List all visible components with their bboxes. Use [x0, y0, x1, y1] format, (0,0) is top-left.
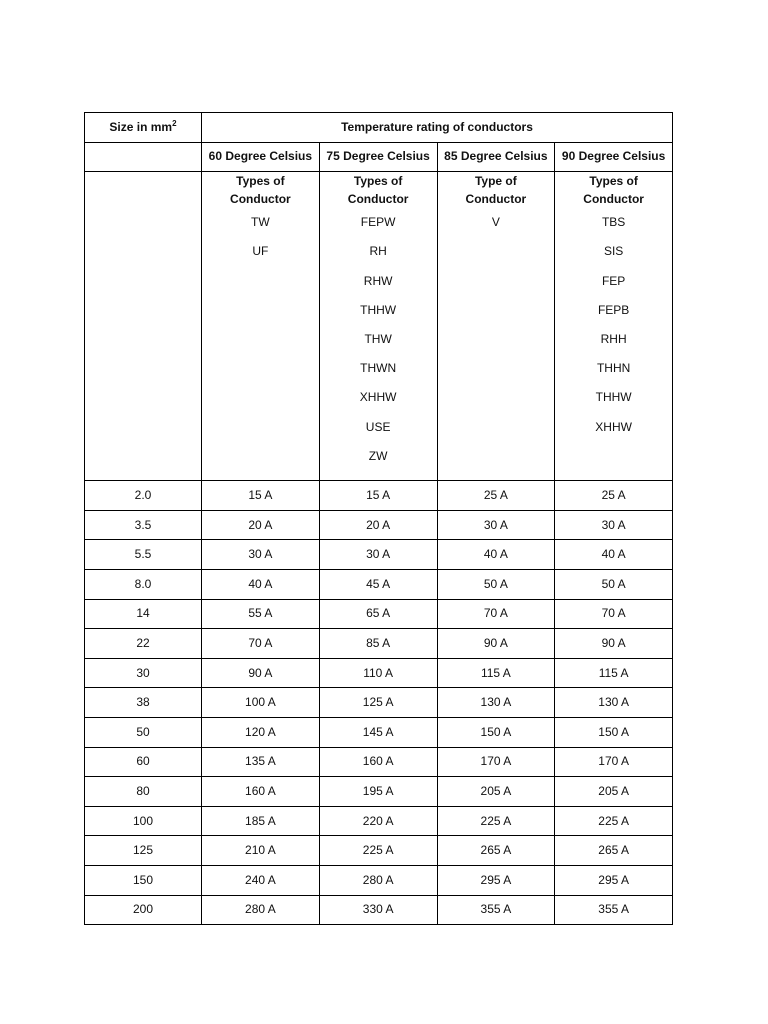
- conductor-type: FEPB: [597, 302, 630, 317]
- ampacity-cell: 205 A: [437, 777, 555, 807]
- ampacity-cell: 130 A: [437, 688, 555, 718]
- size-cell: 2.0: [85, 481, 202, 511]
- ampacity-cell: 295 A: [437, 865, 555, 895]
- conductor-type-list: [555, 208, 672, 442]
- type-heading-line: Conductor: [465, 192, 527, 207]
- ampacity-cell: 125 A: [319, 688, 437, 718]
- ampacity-cell: 15 A: [319, 481, 437, 511]
- conductor-type-list: [320, 208, 437, 471]
- table-row: [85, 629, 673, 659]
- ampacity-cell: 90 A: [202, 658, 320, 688]
- table-row: [85, 481, 673, 511]
- conductor-type: FEP: [601, 273, 626, 288]
- size-cell: 38: [85, 688, 202, 718]
- ampacity-cell: 100 A: [202, 688, 320, 718]
- ampacity-cell: 40 A: [437, 540, 555, 570]
- type-heading: [438, 172, 555, 208]
- ampacity-cell: 65 A: [319, 599, 437, 629]
- ampacity-cell: 50 A: [555, 569, 673, 599]
- ampacity-cell: 355 A: [555, 895, 673, 925]
- conductor-types-cell-90: [555, 172, 673, 481]
- ampacity-cell: 195 A: [319, 777, 437, 807]
- conductor-types-cell-75: [319, 172, 437, 481]
- type-heading-line: Types of: [236, 174, 285, 189]
- ampacity-cell: 30 A: [555, 510, 673, 540]
- type-heading-line: Conductor: [230, 192, 291, 207]
- ampacity-cell: 50 A: [437, 569, 555, 599]
- conductor-types-row: [85, 172, 673, 481]
- size-cell: 3.5: [85, 510, 202, 540]
- conductor-type: THHN: [596, 361, 631, 376]
- ampacity-cell: 295 A: [555, 865, 673, 895]
- ampacity-cell: 20 A: [319, 510, 437, 540]
- size-header-cell: [85, 113, 202, 143]
- temperature-85: 85 Degree Celsius: [437, 142, 555, 172]
- ampacity-cell: 130 A: [555, 688, 673, 718]
- table-row: [85, 569, 673, 599]
- type-heading-line: Conductor: [583, 192, 644, 207]
- type-heading-line: Conductor: [347, 192, 409, 207]
- ampacity-cell: 225 A: [555, 806, 673, 836]
- conductor-type: USE: [365, 419, 391, 434]
- table-row: [85, 865, 673, 895]
- table-row: [85, 658, 673, 688]
- ampacity-cell: 205 A: [555, 777, 673, 807]
- conductor-type: TBS: [601, 215, 626, 230]
- size-cell: 80: [85, 777, 202, 807]
- ampacity-cell: 90 A: [437, 629, 555, 659]
- ampacity-cell: 70 A: [202, 629, 320, 659]
- ampacity-cell: 120 A: [202, 717, 320, 747]
- table-row: [85, 717, 673, 747]
- type-heading-line: Type of: [474, 174, 517, 189]
- conductor-types-cell-60: [202, 172, 320, 481]
- size-cell: 125: [85, 836, 202, 866]
- type-heading: [320, 172, 437, 208]
- type-heading: [202, 172, 319, 208]
- ampacity-cell: 25 A: [555, 481, 673, 511]
- ampacity-cell: 55 A: [202, 599, 320, 629]
- ampacity-cell: 30 A: [319, 540, 437, 570]
- header-row: [85, 113, 673, 143]
- empty-cell: [85, 172, 202, 481]
- conductor-type: THW: [364, 331, 392, 346]
- conductor-type: FEPW: [360, 215, 396, 230]
- ampacity-cell: 330 A: [319, 895, 437, 925]
- size-cell: 30: [85, 658, 202, 688]
- ampacity-cell: 160 A: [319, 747, 437, 777]
- ampacity-cell: 170 A: [437, 747, 555, 777]
- ampacity-cell: 30 A: [202, 540, 320, 570]
- conductor-ampacity-table: [84, 112, 673, 925]
- type-heading-line: Types of: [353, 174, 403, 189]
- ampacity-cell: 40 A: [555, 540, 673, 570]
- size-cell: 60: [85, 747, 202, 777]
- size-cell: 200: [85, 895, 202, 925]
- ampacity-cell: 20 A: [202, 510, 320, 540]
- type-heading-line: Types of: [589, 174, 638, 189]
- ampacity-cell: 15 A: [202, 481, 320, 511]
- ampacity-cell: 70 A: [555, 599, 673, 629]
- temperature-90: 90 Degree Celsius: [555, 142, 673, 172]
- ampacity-cell: 280 A: [202, 895, 320, 925]
- ampacity-cell: 210 A: [202, 836, 320, 866]
- conductor-type: THHW: [595, 390, 632, 405]
- conductor-type: UF: [252, 244, 269, 259]
- table-row: [85, 688, 673, 718]
- table-row: [85, 777, 673, 807]
- type-heading: [555, 172, 672, 208]
- size-cell: 8.0: [85, 569, 202, 599]
- ampacity-cell: 185 A: [202, 806, 320, 836]
- ampacity-cell: 25 A: [437, 481, 555, 511]
- conductor-type: RHH: [600, 331, 627, 346]
- ampacity-cell: 70 A: [437, 599, 555, 629]
- temperature-60: 60 Degree Celsius: [202, 142, 320, 172]
- conductor-type: THWN: [360, 361, 397, 376]
- ampacity-cell: 265 A: [555, 836, 673, 866]
- size-cell: 22: [85, 629, 202, 659]
- conductor-type: RHW: [363, 273, 393, 288]
- ampacity-cell: 90 A: [555, 629, 673, 659]
- size-cell: 150: [85, 865, 202, 895]
- ampacity-cell: 40 A: [202, 569, 320, 599]
- ampacity-cell: 135 A: [202, 747, 320, 777]
- ampacity-cell: 280 A: [319, 865, 437, 895]
- ampacity-cell: 160 A: [202, 777, 320, 807]
- ampacity-cell: 145 A: [319, 717, 437, 747]
- temperature-75: 75 Degree Celsius: [319, 142, 437, 172]
- conductor-type: TW: [251, 215, 270, 230]
- ampacity-cell: 45 A: [319, 569, 437, 599]
- temperature-row: [85, 142, 673, 172]
- ampacity-cell: 225 A: [437, 806, 555, 836]
- conductor-type: XHHW: [359, 390, 397, 405]
- ampacity-cell: 355 A: [437, 895, 555, 925]
- size-header-superscript: 2: [172, 118, 177, 128]
- table-row: [85, 806, 673, 836]
- ampacity-cell: 30 A: [437, 510, 555, 540]
- empty-cell: [85, 142, 202, 172]
- table-row: [85, 510, 673, 540]
- conductor-type-list: [438, 208, 555, 237]
- temperature-rating-header: Temperature rating of conductors: [202, 113, 673, 143]
- ampacity-cell: 115 A: [437, 658, 555, 688]
- table-row: [85, 836, 673, 866]
- conductor-type: ZW: [368, 448, 388, 463]
- conductor-type: SIS: [603, 244, 624, 259]
- conductor-type-list: [202, 208, 319, 266]
- table-row: [85, 540, 673, 570]
- table-row: [85, 747, 673, 777]
- ampacity-cell: 240 A: [202, 865, 320, 895]
- size-header-text: Size in mm: [109, 119, 173, 134]
- size-cell: 5.5: [85, 540, 202, 570]
- ampacity-cell: 225 A: [319, 836, 437, 866]
- ampacity-cell: 220 A: [319, 806, 437, 836]
- size-cell: 100: [85, 806, 202, 836]
- ampacity-cell: 85 A: [319, 629, 437, 659]
- table-row: [85, 895, 673, 925]
- conductor-type: XHHW: [595, 419, 632, 434]
- table-row: [85, 599, 673, 629]
- size-cell: 50: [85, 717, 202, 747]
- ampacity-cell: 110 A: [319, 658, 437, 688]
- conductor-type: V: [491, 215, 500, 230]
- size-cell: 14: [85, 599, 202, 629]
- ampacity-cell: 265 A: [437, 836, 555, 866]
- ampacity-cell: 115 A: [555, 658, 673, 688]
- conductor-types-cell-85: [437, 172, 555, 481]
- ampacity-cell: 150 A: [555, 717, 673, 747]
- ampacity-cell: 150 A: [437, 717, 555, 747]
- conductor-type: RH: [369, 244, 387, 259]
- conductor-type: THHW: [360, 302, 397, 317]
- ampacity-cell: 170 A: [555, 747, 673, 777]
